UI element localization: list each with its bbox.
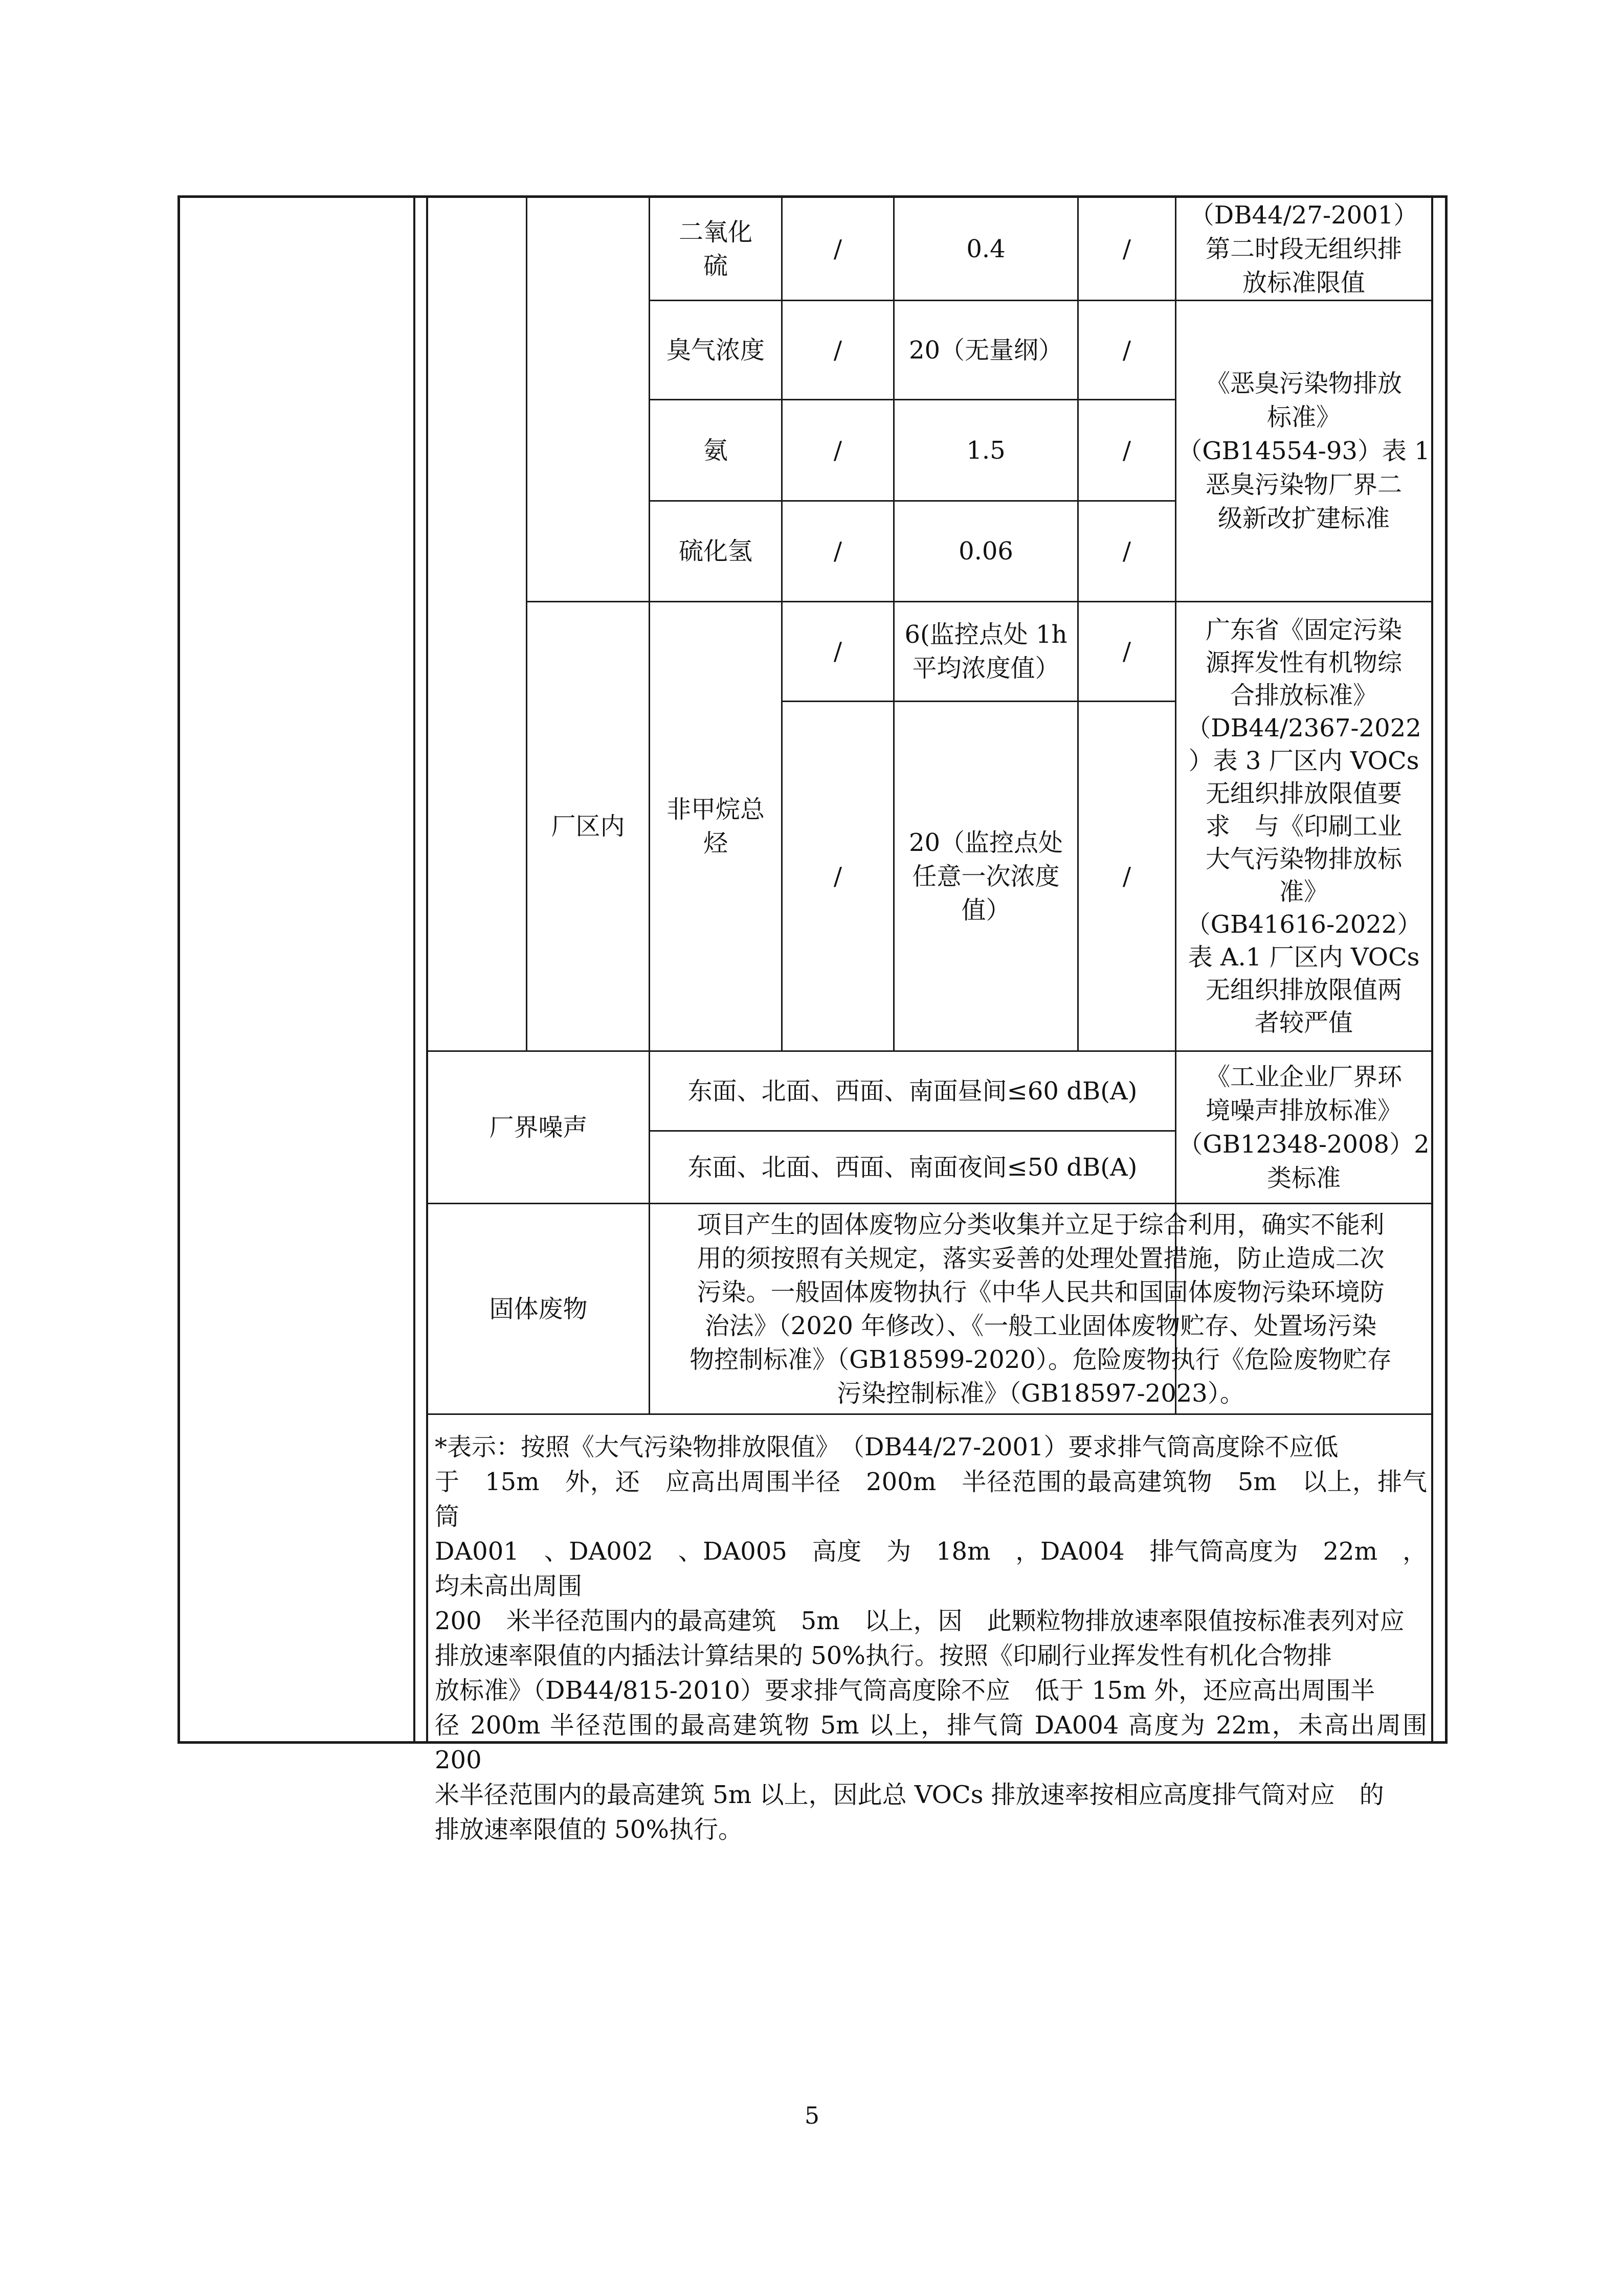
cell-h2s-pollutant: 硫化氢 (678, 537, 752, 566)
cell-h2s-col-a: / (833, 537, 842, 566)
cell-so2-limit: 0.4 (966, 234, 1006, 263)
cell-h2s-col-b: / (1122, 537, 1131, 566)
cell-odor-col-a: / (833, 335, 842, 365)
cell-factory-location: 厂区内 (551, 812, 625, 841)
cell-noise-day: 东面、北面、西面、南面昼间≤60 dB(A) (687, 1076, 1138, 1106)
cell-so2-pollutant: 二氧化 硫 (678, 217, 752, 280)
cell-noise-label: 厂界噪声 (489, 1113, 588, 1142)
cell-noise-night: 东面、北面、西面、南面夜间≤50 dB(A) (687, 1153, 1138, 1182)
cell-factory-r2-col-b: / (1122, 862, 1131, 891)
cell-factory-r1-col-b: / (1122, 637, 1131, 666)
cell-h2s-limit: 0.06 (959, 537, 1013, 566)
cell-factory-r2-limit: 20（监控点处 任意一次浓度 值） (908, 828, 1063, 925)
cell-solid-label: 固体废物 (489, 1294, 588, 1323)
cell-factory-r2-col-a: / (833, 862, 842, 891)
cell-odor-col-b: / (1122, 335, 1131, 365)
cell-factory-r1-limit: 6(监控点处 1h 平均浓度值） (904, 620, 1067, 683)
cell-ammonia-pollutant: 氨 (703, 436, 728, 465)
cell-so2-col-b: / (1122, 234, 1131, 263)
cell-ammonia-col-a: / (833, 436, 842, 465)
cell-factory-standard: 广东省《固定污染 源挥发性有机物综 合排放标准》 （DB44/2367-2022 ）表 3 厂区内 VOCs 无组织排放限值要 求 与《印刷工业 大气污染物排放标 准》 （GB41616-2022） 表 A.1 厂区内 VOCs 无组织排放限值两 者较严值 (1186, 616, 1422, 1037)
cell-so2-standard: （DB44/27-2001） 第二时段无组织排 放标准限值 (1189, 200, 1418, 297)
cell-ammonia-limit: 1.5 (966, 436, 1006, 465)
cell-factory-pollutant: 非甲烷总 烃 (666, 795, 765, 858)
footnote-paragraph: *表示：按照《大气污染物排放限值》 （DB44/27-2001）要求排气筒高度除不应低 于 15m 外，还 应高出周围半径 200m 半径范围的最高建筑物 5m 以上，排气筒 DA001 、DA002 、DA005 高度 为 18m ，DA004 排气筒高度为 22m ，均未高出周围 200 米半径范围内的最高建筑 5m 以上，因 此颗粒物排放速率限值按标准表列对应 排放速率限值的内插法计算结果的 50%执行。按照《印刷行业挥发性有机化合物排 放标准》（DB44/815-2010）要求排气筒高度除不应 低于 15m 外，还应高出周围半 径 200m 半径范围的最高建筑物 5m 以上，排气筒 DA004 高度为 22m，未高出周围 200 米半径范围内的最高建筑 5m 以上，因此总 VOCs 排放速率按相应高度排气筒对应 的 排放速率限值的 50%执行。 (435, 1433, 1427, 1844)
cell-noise-standard: 《工业企业厂界环 境噪声排放标准》 （GB12348-2008）2 类标准 (1178, 1062, 1430, 1192)
page-number: 5 (804, 2102, 820, 2129)
cell-odor-limit: 20（无量纲） (908, 335, 1063, 365)
cell-factory-r1-col-a: / (833, 637, 842, 666)
cell-odor-standard: 《恶臭污染物排放 标准》 （GB14554-93）表 1 恶臭污染物厂界二 级新改扩建标准 (1177, 369, 1430, 533)
cell-odor-pollutant: 臭气浓度 (666, 335, 765, 365)
cell-so2-col-a: / (833, 234, 842, 263)
cell-solid-text: 项目产生的固体废物应分类收集并立足于综合利用，确实不能利 用的须按照有关规定，落实妥善的处理处置措施，防止造成二次 污染。一般固体废物执行《中华人民共和国固体废物污染环境防 治法》（2020 年修改）、《一般工业固体废物贮存、处置场污染 物控制标准》（GB18599-2020）。危险废物执行《危险废物贮存 污染控制标准》（GB18597-2023）。 (689, 1210, 1392, 1408)
cell-ammonia-col-b: / (1122, 436, 1131, 465)
